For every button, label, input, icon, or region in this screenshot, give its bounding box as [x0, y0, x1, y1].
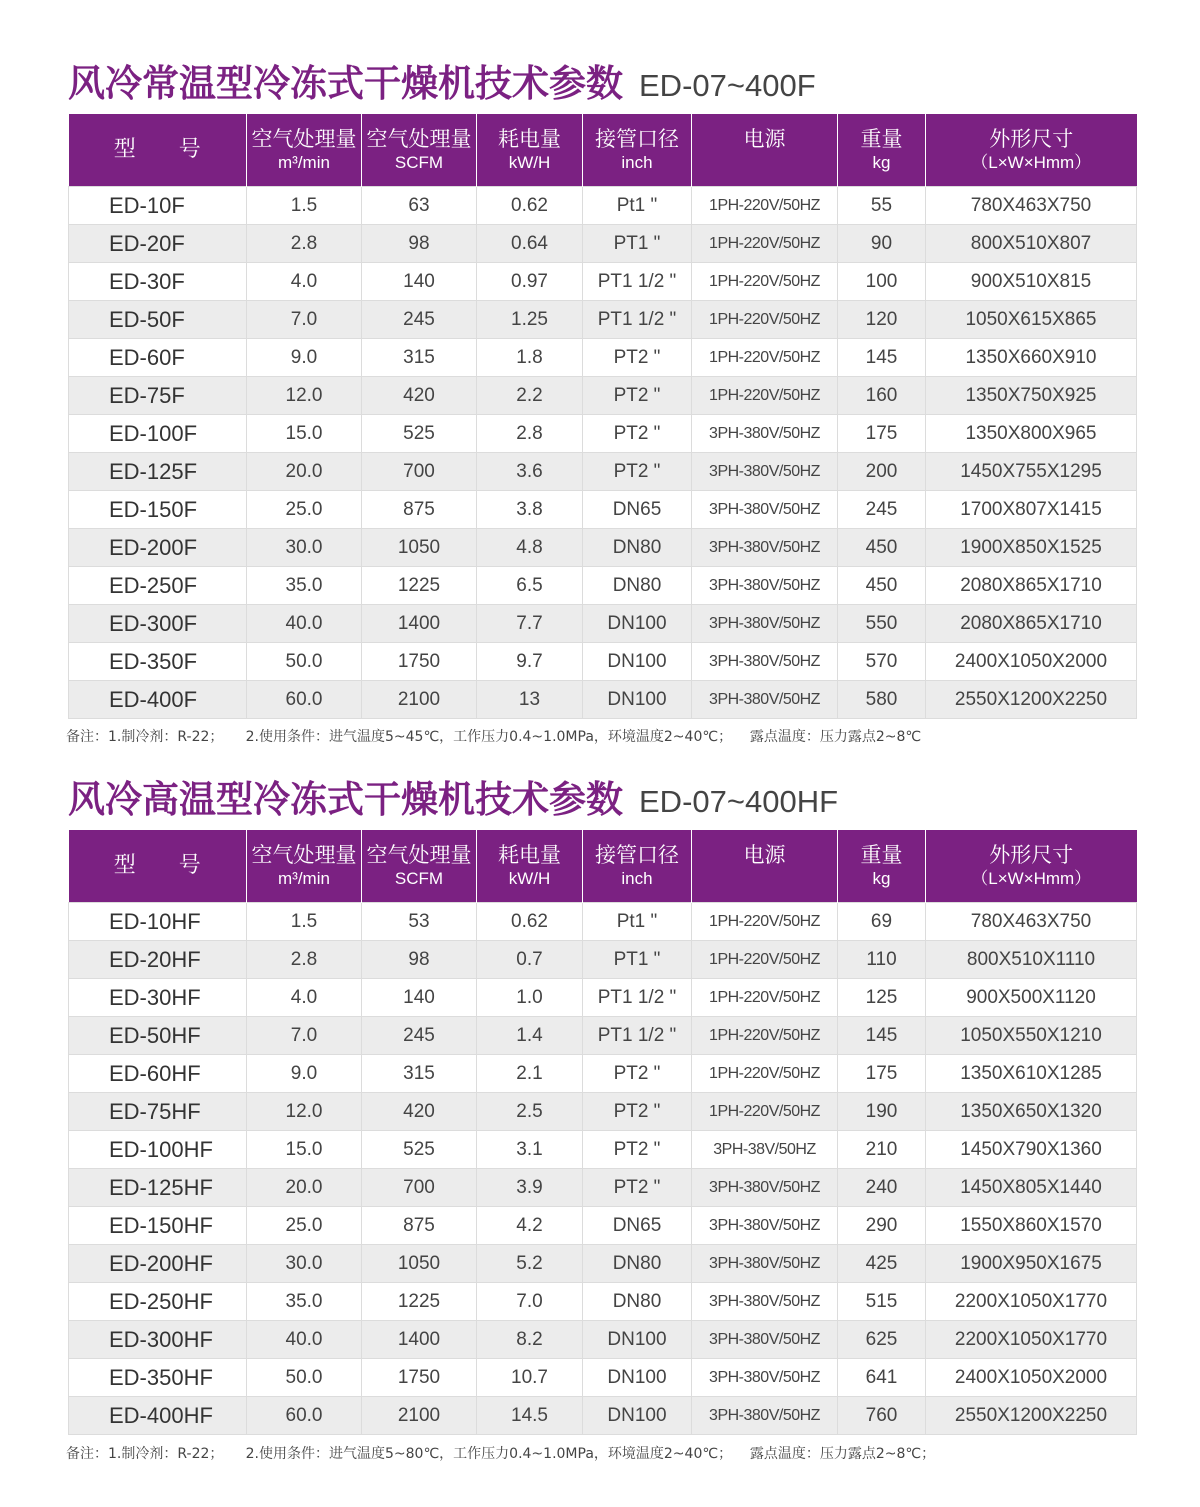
cell-model: ED-30F: [69, 263, 247, 301]
cell-power-supply: 1PH-220V/50HZ: [692, 301, 838, 339]
cell-flow-m3: 30.0: [247, 529, 362, 567]
cell-flow-scfm: 420: [362, 1093, 477, 1131]
section-title: 风冷常温型冷冻式干燥机技术参数: [68, 62, 623, 105]
cell-flow-m3: 4.0: [247, 263, 362, 301]
cell-power-supply: 1PH-220V/50HZ: [692, 377, 838, 415]
cell-pipe-size: DN65: [583, 491, 692, 529]
cell-weight: 580: [838, 681, 926, 719]
section-title: 风冷高温型冷冻式干燥机技术参数: [68, 778, 623, 821]
cell-dimensions: 1350X750X925: [926, 377, 1137, 415]
cell-flow-m3: 35.0: [247, 1283, 362, 1321]
cell-flow-m3: 12.0: [247, 1093, 362, 1131]
cell-dimensions: 2550X1200X2250: [926, 681, 1137, 719]
cell-model: ED-350HF: [69, 1359, 247, 1397]
table-row: [69, 491, 1137, 529]
cell-pipe-size: Pt1 ": [583, 903, 692, 941]
cell-dimensions: 800X510X807: [926, 225, 1137, 263]
cell-power-use: 3.9: [477, 1169, 583, 1207]
cell-flow-scfm: 245: [362, 1017, 477, 1055]
cell-power-use: 5.2: [477, 1245, 583, 1283]
cell-model: ED-50HF: [69, 1017, 247, 1055]
table-row: [69, 377, 1137, 415]
model-range-code: ED-07~400HF: [639, 784, 839, 819]
cell-weight: 425: [838, 1245, 926, 1283]
cell-pipe-size: PT2 ": [583, 1131, 692, 1169]
header-model: 型 号: [69, 830, 247, 903]
cell-model: ED-150HF: [69, 1207, 247, 1245]
spec-table: [68, 114, 1137, 719]
cell-power-supply: 1PH-220V/50HZ: [692, 903, 838, 941]
cell-power-supply: 3PH-380V/50HZ: [692, 1207, 838, 1245]
header-size: 外形尺寸 （L×W×Hmm）: [926, 830, 1137, 903]
model-range-code: ED-07~400F: [639, 68, 816, 103]
cell-dimensions: 780X463X750: [926, 187, 1137, 225]
cell-pipe-size: PT1 1/2 ": [583, 979, 692, 1017]
cell-pipe-size: PT2 ": [583, 1093, 692, 1131]
cell-model: ED-200HF: [69, 1245, 247, 1283]
cell-power-use: 2.2: [477, 377, 583, 415]
cell-power-supply: 1PH-220V/50HZ: [692, 941, 838, 979]
cell-flow-scfm: 875: [362, 1207, 477, 1245]
cell-weight: 90: [838, 225, 926, 263]
cell-model: ED-50F: [69, 301, 247, 339]
cell-dimensions: 1550X860X1570: [926, 1207, 1137, 1245]
cell-weight: 240: [838, 1169, 926, 1207]
cell-flow-scfm: 1400: [362, 1321, 477, 1359]
cell-power-use: 0.7: [477, 941, 583, 979]
table-row: [69, 415, 1137, 453]
cell-power-use: 7.7: [477, 605, 583, 643]
table-row: [69, 1283, 1137, 1321]
cell-flow-m3: 4.0: [247, 979, 362, 1017]
cell-flow-scfm: 1750: [362, 643, 477, 681]
header-power-use: 耗电量 kW/H: [477, 114, 583, 187]
table-row: [69, 1055, 1137, 1093]
cell-power-supply: 1PH-220V/50HZ: [692, 339, 838, 377]
cell-flow-m3: 2.8: [247, 225, 362, 263]
cell-power-use: 4.2: [477, 1207, 583, 1245]
cell-flow-scfm: 98: [362, 225, 477, 263]
cell-power-supply: 1PH-220V/50HZ: [692, 187, 838, 225]
table-row: [69, 643, 1137, 681]
cell-pipe-size: DN80: [583, 1283, 692, 1321]
cell-power-supply: 3PH-380V/50HZ: [692, 1245, 838, 1283]
cell-power-supply: 3PH-380V/50HZ: [692, 415, 838, 453]
cell-weight: 110: [838, 941, 926, 979]
cell-weight: 160: [838, 377, 926, 415]
cell-dimensions: 1900X850X1525: [926, 529, 1137, 567]
cell-flow-scfm: 700: [362, 1169, 477, 1207]
cell-dimensions: 2080X865X1710: [926, 567, 1137, 605]
cell-model: ED-100F: [69, 415, 247, 453]
cell-power-supply: 3PH-380V/50HZ: [692, 1169, 838, 1207]
cell-weight: 210: [838, 1131, 926, 1169]
cell-model: ED-100HF: [69, 1131, 247, 1169]
cell-power-supply: 3PH-380V/50HZ: [692, 643, 838, 681]
cell-power-use: 4.8: [477, 529, 583, 567]
section-title-row: [68, 754, 1136, 824]
cell-model: ED-250HF: [69, 1283, 247, 1321]
cell-pipe-size: PT1 1/2 ": [583, 301, 692, 339]
cell-weight: 145: [838, 1017, 926, 1055]
cell-flow-m3: 9.0: [247, 339, 362, 377]
section-title-row: [68, 38, 1136, 108]
table-row: [69, 1321, 1137, 1359]
cell-flow-scfm: 140: [362, 979, 477, 1017]
cell-power-supply: 1PH-220V/50HZ: [692, 979, 838, 1017]
cell-flow-scfm: 525: [362, 1131, 477, 1169]
cell-power-supply: 1PH-220V/50HZ: [692, 263, 838, 301]
cell-power-use: 2.5: [477, 1093, 583, 1131]
cell-power-supply: 1PH-220V/50HZ: [692, 1055, 838, 1093]
header-weight: 重量 kg: [838, 830, 926, 903]
cell-weight: 760: [838, 1397, 926, 1435]
footnote: 备注：1.制冷剂：R-22； 2.使用条件：进气温度5~80℃，工作压力0.4~1.0MPa，环境温度2~40℃； 露点温度：压力露点2~8℃；: [66, 1446, 936, 1462]
cell-flow-scfm: 1750: [362, 1359, 477, 1397]
cell-flow-scfm: 420: [362, 377, 477, 415]
header-row: [69, 114, 1137, 187]
cell-dimensions: 1350X610X1285: [926, 1055, 1137, 1093]
cell-power-use: 1.4: [477, 1017, 583, 1055]
table-row: [69, 339, 1137, 377]
cell-power-use: 1.25: [477, 301, 583, 339]
cell-pipe-size: Pt1 ": [583, 187, 692, 225]
cell-flow-m3: 25.0: [247, 1207, 362, 1245]
header-row: [69, 830, 1137, 903]
cell-flow-m3: 15.0: [247, 415, 362, 453]
cell-flow-m3: 15.0: [247, 1131, 362, 1169]
cell-power-use: 2.8: [477, 415, 583, 453]
cell-flow-m3: 50.0: [247, 1359, 362, 1397]
table-row: [69, 1093, 1137, 1131]
cell-weight: 190: [838, 1093, 926, 1131]
table-row: [69, 903, 1137, 941]
cell-power-use: 10.7: [477, 1359, 583, 1397]
cell-power-use: 3.1: [477, 1131, 583, 1169]
table-row: [69, 263, 1137, 301]
table-row: [69, 453, 1137, 491]
table-row: [69, 681, 1137, 719]
cell-weight: 570: [838, 643, 926, 681]
cell-flow-scfm: 53: [362, 903, 477, 941]
cell-model: ED-125F: [69, 453, 247, 491]
cell-weight: 641: [838, 1359, 926, 1397]
cell-flow-m3: 50.0: [247, 643, 362, 681]
cell-dimensions: 1350X800X965: [926, 415, 1137, 453]
cell-weight: 125: [838, 979, 926, 1017]
cell-weight: 245: [838, 491, 926, 529]
cell-flow-scfm: 2100: [362, 681, 477, 719]
cell-weight: 625: [838, 1321, 926, 1359]
cell-weight: 550: [838, 605, 926, 643]
cell-weight: 100: [838, 263, 926, 301]
cell-pipe-size: DN100: [583, 1397, 692, 1435]
cell-weight: 450: [838, 567, 926, 605]
cell-model: ED-400HF: [69, 1397, 247, 1435]
cell-power-supply: 3PH-380V/50HZ: [692, 681, 838, 719]
standard-temp-section: [68, 38, 1136, 719]
header-pipe: 接管口径 inch: [583, 830, 692, 903]
cell-flow-scfm: 245: [362, 301, 477, 339]
cell-weight: 69: [838, 903, 926, 941]
cell-flow-m3: 7.0: [247, 1017, 362, 1055]
cell-pipe-size: DN65: [583, 1207, 692, 1245]
table-row: [69, 529, 1137, 567]
cell-power-supply: 3PH-380V/50HZ: [692, 567, 838, 605]
table-row: [69, 225, 1137, 263]
cell-flow-m3: 60.0: [247, 681, 362, 719]
cell-power-use: 3.6: [477, 453, 583, 491]
cell-dimensions: 1900X950X1675: [926, 1245, 1137, 1283]
cell-power-supply: 3PH-380V/50HZ: [692, 453, 838, 491]
cell-weight: 175: [838, 1055, 926, 1093]
cell-dimensions: 2200X1050X1770: [926, 1283, 1137, 1321]
cell-flow-m3: 7.0: [247, 301, 362, 339]
cell-model: ED-20F: [69, 225, 247, 263]
cell-model: ED-125HF: [69, 1169, 247, 1207]
cell-model: ED-20HF: [69, 941, 247, 979]
cell-flow-scfm: 1050: [362, 1245, 477, 1283]
header-power-use: 耗电量 kW/H: [477, 830, 583, 903]
cell-pipe-size: DN80: [583, 567, 692, 605]
cell-pipe-size: PT1 1/2 ": [583, 1017, 692, 1055]
cell-flow-m3: 35.0: [247, 567, 362, 605]
cell-power-use: 0.97: [477, 263, 583, 301]
cell-dimensions: 2080X865X1710: [926, 605, 1137, 643]
cell-pipe-size: DN80: [583, 1245, 692, 1283]
table-row: [69, 1397, 1137, 1435]
cell-pipe-size: PT2 ": [583, 377, 692, 415]
cell-pipe-size: PT1 1/2 ": [583, 263, 692, 301]
header-flow-scfm: 空气处理量 SCFM: [362, 830, 477, 903]
cell-model: ED-200F: [69, 529, 247, 567]
header-weight: 重量 kg: [838, 114, 926, 187]
cell-pipe-size: PT1 ": [583, 941, 692, 979]
cell-pipe-size: PT2 ": [583, 339, 692, 377]
header-supply: 电源: [692, 114, 838, 187]
header-flow-m3: 空气处理量 m³/min: [247, 114, 362, 187]
cell-model: ED-350F: [69, 643, 247, 681]
table-body: [69, 903, 1137, 1435]
cell-dimensions: 1700X807X1415: [926, 491, 1137, 529]
cell-flow-scfm: 525: [362, 415, 477, 453]
table-row: [69, 1169, 1137, 1207]
table-row: [69, 941, 1137, 979]
cell-flow-scfm: 63: [362, 187, 477, 225]
cell-model: ED-10HF: [69, 903, 247, 941]
cell-flow-m3: 12.0: [247, 377, 362, 415]
cell-power-use: 0.62: [477, 187, 583, 225]
cell-dimensions: 1050X550X1210: [926, 1017, 1137, 1055]
cell-power-use: 14.5: [477, 1397, 583, 1435]
cell-pipe-size: PT2 ": [583, 415, 692, 453]
table-row: [69, 1131, 1137, 1169]
table-row: [69, 1017, 1137, 1055]
cell-power-supply: 3PH-380V/50HZ: [692, 605, 838, 643]
cell-power-supply: 1PH-220V/50HZ: [692, 225, 838, 263]
cell-flow-scfm: 315: [362, 1055, 477, 1093]
table-row: [69, 605, 1137, 643]
cell-power-supply: 3PH-380V/50HZ: [692, 1283, 838, 1321]
cell-dimensions: 2200X1050X1770: [926, 1321, 1137, 1359]
cell-weight: 515: [838, 1283, 926, 1321]
cell-power-use: 0.64: [477, 225, 583, 263]
cell-flow-m3: 2.8: [247, 941, 362, 979]
cell-dimensions: 1350X650X1320: [926, 1093, 1137, 1131]
cell-dimensions: 1450X755X1295: [926, 453, 1137, 491]
cell-power-supply: 3PH-380V/50HZ: [692, 1397, 838, 1435]
cell-flow-m3: 20.0: [247, 1169, 362, 1207]
cell-model: ED-60F: [69, 339, 247, 377]
cell-pipe-size: DN80: [583, 529, 692, 567]
cell-power-use: 8.2: [477, 1321, 583, 1359]
footnote: 备注：1.制冷剂：R-22； 2.使用条件：进气温度5~45℃，工作压力0.4~1.0MPa，环境温度2~40℃； 露点温度：压力露点2~8℃: [66, 729, 922, 745]
table-body: [69, 187, 1137, 719]
cell-dimensions: 1450X805X1440: [926, 1169, 1137, 1207]
cell-flow-m3: 60.0: [247, 1397, 362, 1435]
header-flow-scfm: 空气处理量 SCFM: [362, 114, 477, 187]
cell-power-supply: 3PH-380V/50HZ: [692, 491, 838, 529]
cell-power-use: 2.1: [477, 1055, 583, 1093]
cell-pipe-size: DN100: [583, 643, 692, 681]
cell-flow-scfm: 140: [362, 263, 477, 301]
cell-weight: 200: [838, 453, 926, 491]
cell-flow-m3: 1.5: [247, 187, 362, 225]
cell-model: ED-30HF: [69, 979, 247, 1017]
cell-model: ED-300F: [69, 605, 247, 643]
cell-power-supply: 3PH-38V/50HZ: [692, 1131, 838, 1169]
cell-model: ED-150F: [69, 491, 247, 529]
cell-pipe-size: DN100: [583, 605, 692, 643]
table-row: [69, 187, 1137, 225]
cell-dimensions: 800X510X1110: [926, 941, 1137, 979]
cell-pipe-size: PT2 ": [583, 1169, 692, 1207]
table-row: [69, 567, 1137, 605]
cell-power-use: 1.0: [477, 979, 583, 1017]
cell-power-use: 7.0: [477, 1283, 583, 1321]
cell-power-supply: 3PH-380V/50HZ: [692, 1359, 838, 1397]
header-size: 外形尺寸 （L×W×Hmm）: [926, 114, 1137, 187]
cell-flow-scfm: 875: [362, 491, 477, 529]
table-row: [69, 301, 1137, 339]
cell-power-use: 3.8: [477, 491, 583, 529]
cell-dimensions: 2550X1200X2250: [926, 1397, 1137, 1435]
header-flow-m3: 空气处理量 m³/min: [247, 830, 362, 903]
cell-dimensions: 1050X615X865: [926, 301, 1137, 339]
cell-power-supply: 3PH-380V/50HZ: [692, 529, 838, 567]
cell-flow-scfm: 315: [362, 339, 477, 377]
cell-dimensions: 2400X1050X2000: [926, 643, 1137, 681]
cell-model: ED-400F: [69, 681, 247, 719]
cell-pipe-size: PT2 ": [583, 453, 692, 491]
cell-dimensions: 780X463X750: [926, 903, 1137, 941]
cell-flow-scfm: 1225: [362, 1283, 477, 1321]
cell-model: ED-10F: [69, 187, 247, 225]
header-pipe: 接管口径 inch: [583, 114, 692, 187]
cell-weight: 145: [838, 339, 926, 377]
cell-dimensions: 2400X1050X2000: [926, 1359, 1137, 1397]
table-row: [69, 1245, 1137, 1283]
cell-flow-scfm: 2100: [362, 1397, 477, 1435]
cell-flow-scfm: 1400: [362, 605, 477, 643]
cell-weight: 55: [838, 187, 926, 225]
spec-table: [68, 830, 1137, 1435]
cell-pipe-size: PT2 ": [583, 1055, 692, 1093]
cell-pipe-size: PT1 ": [583, 225, 692, 263]
cell-power-use: 9.7: [477, 643, 583, 681]
cell-model: ED-300HF: [69, 1321, 247, 1359]
cell-dimensions: 900X500X1120: [926, 979, 1137, 1017]
cell-power-use: 0.62: [477, 903, 583, 941]
cell-dimensions: 1350X660X910: [926, 339, 1137, 377]
cell-dimensions: 1450X790X1360: [926, 1131, 1137, 1169]
cell-weight: 175: [838, 415, 926, 453]
header-model: 型 号: [69, 114, 247, 187]
cell-weight: 450: [838, 529, 926, 567]
table-row: [69, 979, 1137, 1017]
cell-flow-m3: 1.5: [247, 903, 362, 941]
cell-flow-m3: 30.0: [247, 1245, 362, 1283]
cell-power-use: 6.5: [477, 567, 583, 605]
cell-flow-scfm: 98: [362, 941, 477, 979]
cell-flow-m3: 40.0: [247, 1321, 362, 1359]
cell-weight: 290: [838, 1207, 926, 1245]
cell-flow-m3: 25.0: [247, 491, 362, 529]
cell-pipe-size: DN100: [583, 1359, 692, 1397]
cell-power-use: 13: [477, 681, 583, 719]
cell-flow-scfm: 700: [362, 453, 477, 491]
cell-weight: 120: [838, 301, 926, 339]
table-row: [69, 1359, 1137, 1397]
cell-power-supply: 1PH-220V/50HZ: [692, 1017, 838, 1055]
cell-flow-m3: 40.0: [247, 605, 362, 643]
cell-dimensions: 900X510X815: [926, 263, 1137, 301]
cell-model: ED-250F: [69, 567, 247, 605]
header-supply: 电源: [692, 830, 838, 903]
cell-pipe-size: DN100: [583, 681, 692, 719]
cell-pipe-size: DN100: [583, 1321, 692, 1359]
cell-model: ED-75F: [69, 377, 247, 415]
cell-model: ED-60HF: [69, 1055, 247, 1093]
cell-flow-m3: 20.0: [247, 453, 362, 491]
high-temp-section: [68, 754, 1136, 1435]
cell-flow-scfm: 1050: [362, 529, 477, 567]
cell-power-supply: 1PH-220V/50HZ: [692, 1093, 838, 1131]
cell-power-use: 1.8: [477, 339, 583, 377]
cell-flow-m3: 9.0: [247, 1055, 362, 1093]
cell-power-supply: 3PH-380V/50HZ: [692, 1321, 838, 1359]
cell-flow-scfm: 1225: [362, 567, 477, 605]
table-row: [69, 1207, 1137, 1245]
cell-model: ED-75HF: [69, 1093, 247, 1131]
